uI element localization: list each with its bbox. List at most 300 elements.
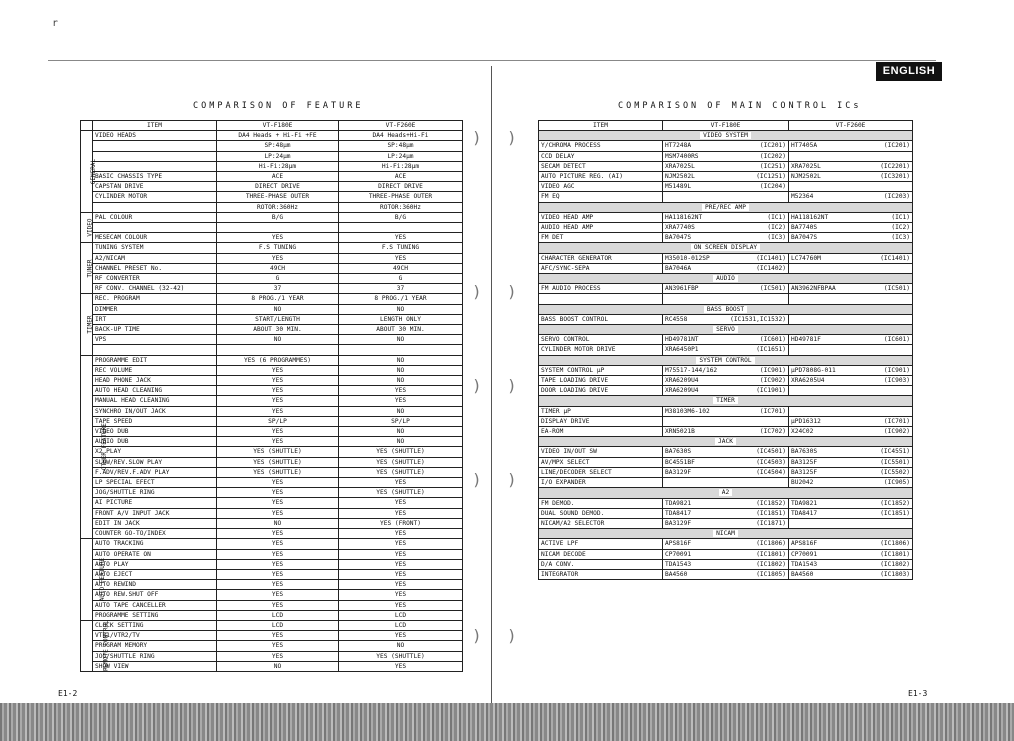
model-b-cell	[339, 345, 463, 355]
item-cell: FM DET	[539, 233, 663, 243]
model-a-cell: Hi-Fi:28μm	[217, 161, 339, 171]
item-cell: AUTO PLAY	[93, 559, 217, 569]
section-title: BASS BOOST	[704, 306, 747, 313]
model-b-ref: (IC2)	[849, 223, 913, 233]
model-a-ref: (IC1852)	[725, 498, 789, 508]
model-b-ic	[789, 518, 849, 528]
model-a-cell: LCD	[217, 610, 339, 620]
model-a-cell	[217, 223, 339, 233]
item-cell: A2/NICAM	[93, 253, 217, 263]
right-page-number: E1-3	[908, 689, 928, 698]
model-a-ref: (IC1901)	[725, 386, 789, 396]
model-a-cell: YES	[217, 569, 339, 579]
table-row	[539, 263, 913, 273]
model-a-ref: (IC701)	[725, 406, 789, 416]
item-cell: DUAL SOUND DEMOD.	[539, 508, 663, 518]
model-a-cell: NO	[217, 661, 339, 671]
item-cell: AUTO HEAD CLEANING	[93, 386, 217, 396]
section-row	[539, 488, 913, 498]
model-b-ic: AN3962NFBPAA	[789, 284, 849, 294]
item-cell: AUTO OPERATE ON	[93, 549, 217, 559]
item-cell: FM EQ	[539, 192, 663, 202]
item-cell: VIDEO HEAD AMP	[539, 212, 663, 222]
model-b-ref: (IC905)	[849, 478, 913, 488]
table-row	[81, 386, 463, 396]
model-b-cell: YES	[339, 478, 463, 488]
model-a-ic: MSM7400RS	[663, 151, 725, 161]
model-a-ic: TDA1543	[663, 559, 725, 569]
item-cell: X2 PLAY	[93, 447, 217, 457]
item-cell: TUNING SYSTEM	[93, 243, 217, 253]
table-row	[81, 131, 463, 141]
table-row	[539, 549, 913, 559]
model-b-ref: (IC1851)	[849, 508, 913, 518]
model-b-cell: YES	[339, 600, 463, 610]
model-b-ic	[789, 345, 849, 355]
table-row	[81, 141, 463, 151]
model-a-cell: YES	[217, 498, 339, 508]
table-row	[539, 365, 913, 375]
item-cell: RF CONVERTER	[93, 274, 217, 284]
feature-comparison-table	[80, 120, 463, 672]
item-cell: AI PICTURE	[93, 498, 217, 508]
model-b-cell: LENGTH ONLY	[339, 314, 463, 324]
model-b-ic: CP70091	[789, 549, 849, 559]
table-row	[81, 376, 463, 386]
model-a-ref: (IC902)	[725, 376, 789, 386]
table-row	[81, 406, 463, 416]
model-b-ic: BU2042	[789, 478, 849, 488]
table-row	[81, 651, 463, 661]
model-b-ic: μPD7808G-011	[789, 365, 849, 375]
item-cell: BACK-UP TIME	[93, 325, 217, 335]
section-cell	[539, 304, 913, 314]
section-row	[539, 355, 913, 365]
model-a-cell: F.S TUNING	[217, 243, 339, 253]
section-cell	[539, 437, 913, 447]
model-a-ref: (IC1871)	[725, 518, 789, 528]
item-cell: AFC/SYNC-SEPA	[539, 263, 663, 273]
section-row	[539, 437, 913, 447]
model-b-ref: (IC1802)	[849, 559, 913, 569]
table-row	[81, 284, 463, 294]
model-a-ref: (IC1402)	[725, 263, 789, 273]
item-cell: PROGRAMME SETTING	[93, 610, 217, 620]
model-b-cell: G	[339, 274, 463, 284]
model-b-ic: M52364	[789, 192, 849, 202]
section-cell	[539, 355, 913, 365]
item-cell: AUTO PICTURE REG. (AI)	[539, 172, 663, 182]
item-cell: Y/CHROMA PROCESS	[539, 141, 663, 151]
item-cell: EA-ROM	[539, 427, 663, 437]
model-a-ic	[663, 478, 725, 488]
model-b-cell: 8 PROG./1 YEAR	[339, 294, 463, 304]
header-model-b: VT-F260E	[339, 121, 463, 131]
model-b-cell: NO	[339, 427, 463, 437]
model-b-ref: (IC901)	[849, 365, 913, 375]
binder-hole-icon: )	[472, 282, 482, 301]
table-row	[539, 161, 913, 171]
model-a-cell: ACE	[217, 172, 339, 182]
model-a-cell: SP:48μm	[217, 141, 339, 151]
model-b-ref: (IC601)	[849, 335, 913, 345]
model-b-ic	[789, 406, 849, 416]
section-row	[539, 529, 913, 539]
table-row	[539, 467, 913, 477]
model-a-ic: M35010-012SP	[663, 253, 725, 263]
model-a-ref: (IC1)	[725, 212, 789, 222]
table-row	[539, 335, 913, 345]
model-b-cell: F.S TUNING	[339, 243, 463, 253]
item-cell: I/O EXPANDER	[539, 478, 663, 488]
section-cell	[539, 325, 913, 335]
table-row	[81, 304, 463, 314]
model-b-cell: THREE-PHASE OUTER	[339, 192, 463, 202]
item-cell: JOG/SHUTTLE RING	[93, 651, 217, 661]
model-a-ic: XRA6209U4	[663, 386, 725, 396]
binder-hole-icon: )	[507, 470, 517, 489]
model-b-ref	[849, 294, 913, 304]
model-b-cell: DIRECT DRIVE	[339, 182, 463, 192]
table-row	[81, 478, 463, 488]
model-b-ic: BA7047S	[789, 233, 849, 243]
group-label-text: TIMER	[86, 315, 94, 334]
model-a-ic: HD49781NT	[663, 335, 725, 345]
model-b-cell: YES	[339, 233, 463, 243]
model-a-ref: (IC501)	[725, 284, 789, 294]
table-row	[81, 182, 463, 192]
group-label	[81, 294, 93, 355]
model-a-cell: NO	[217, 518, 339, 528]
item-cell: BASIC CHASSIS TYPE	[93, 172, 217, 182]
model-b-ic: HT7405A	[789, 141, 849, 151]
model-a-cell: 49CH	[217, 263, 339, 273]
model-b-ic: BA7740S	[789, 223, 849, 233]
table-row	[539, 559, 913, 569]
item-cell: NICAM/A2 SELECTOR	[539, 518, 663, 528]
model-a-ref: (IC201)	[725, 141, 789, 151]
item-cell: AV/MPX SELECT	[539, 457, 663, 467]
section-title: VIDEO SYSTEM	[700, 132, 751, 139]
item-cell: BASS BOOST CONTROL	[539, 314, 663, 324]
group-label	[81, 212, 93, 243]
item-cell: AUDIO HEAD AMP	[539, 223, 663, 233]
model-b-ic: HA118162NT	[789, 212, 849, 222]
model-b-ic: LC74760M	[789, 253, 849, 263]
binder-hole-icon: )	[507, 376, 517, 395]
model-b-cell: YES	[339, 631, 463, 641]
model-b-ic: BA3125F	[789, 457, 849, 467]
model-a-ic: BA3129F	[663, 467, 725, 477]
model-a-ic: XRA6209U4	[663, 376, 725, 386]
section-row	[539, 396, 913, 406]
section-title: JACK	[715, 438, 736, 445]
table-row	[81, 263, 463, 273]
item-cell: INTEGRATOR	[539, 569, 663, 579]
model-a-cell: ABOUT 30 MIN.	[217, 325, 339, 335]
item-cell: SHOW VIEW	[93, 661, 217, 671]
item-cell: REC VOLUME	[93, 365, 217, 375]
item-cell: SLOW/REV.SLOW PLAY	[93, 457, 217, 467]
table-row	[539, 386, 913, 396]
model-b-ref	[849, 386, 913, 396]
item-cell: FM AUDIO PROCESS	[539, 284, 663, 294]
model-a-ref: (IC2)	[725, 223, 789, 233]
group-label-text: VIDEO	[86, 218, 94, 237]
section-cell	[539, 396, 913, 406]
item-cell: AUTO TRACKING	[93, 539, 217, 549]
model-b-ref: (IC1401)	[849, 253, 913, 263]
model-a-ref: (IC1802)	[725, 559, 789, 569]
model-b-cell: B/G	[339, 212, 463, 222]
model-b-cell: YES	[339, 559, 463, 569]
model-a-cell: YES	[217, 396, 339, 406]
item-cell: COUNTER GO-TO/INDEX	[93, 529, 217, 539]
model-b-ref: (IC1801)	[849, 549, 913, 559]
table-row	[81, 314, 463, 324]
table-row	[81, 253, 463, 263]
header-model-b: VT-F260E	[789, 121, 913, 131]
model-b-ic: TDA1543	[789, 559, 849, 569]
model-b-ic: NJM2502L	[789, 172, 849, 182]
item-cell: SYNCHRO IN/OUT JACK	[93, 406, 217, 416]
table-row	[81, 365, 463, 375]
model-b-ic: μPD16312	[789, 416, 849, 426]
model-a-ref: (IC204)	[725, 182, 789, 192]
model-a-cell: START/LENGTH	[217, 314, 339, 324]
section-title: SERVO	[713, 326, 738, 333]
table-row	[81, 498, 463, 508]
model-b-ref: (IC1852)	[849, 498, 913, 508]
item-cell: PAL COLOUR	[93, 212, 217, 222]
model-a-ic: M38103M6-102	[663, 406, 725, 416]
model-a-cell: YES	[217, 631, 339, 641]
section-row	[539, 325, 913, 335]
model-b-cell: YES (SHUTTLE)	[339, 651, 463, 661]
table-row	[81, 223, 463, 233]
model-a-cell: YES (SHUTTLE)	[217, 447, 339, 457]
model-b-cell: YES	[339, 508, 463, 518]
model-b-ic: XRA7025L	[789, 161, 849, 171]
model-b-ref: (IC501)	[849, 284, 913, 294]
item-cell: SECAM DETECT	[539, 161, 663, 171]
item-cell	[93, 161, 217, 171]
model-b-ic	[789, 182, 849, 192]
model-a-ic	[663, 192, 725, 202]
model-a-ref: (IC1851)	[725, 508, 789, 518]
table-row	[81, 151, 463, 161]
group-label	[81, 243, 93, 294]
model-b-cell: YES	[339, 498, 463, 508]
model-a-cell: YES	[217, 406, 339, 416]
section-row	[539, 304, 913, 314]
model-a-ref: (IC1401)	[725, 253, 789, 263]
item-cell: AUTO REW.SHUT OFF	[93, 590, 217, 600]
model-b-cell: YES	[339, 661, 463, 671]
item-cell: LINE/DECODER SELECT	[539, 467, 663, 477]
page-mark: r	[52, 18, 59, 29]
model-b-cell: YES	[339, 549, 463, 559]
model-a-cell: ROTOR:360Hz	[217, 202, 339, 212]
model-b-ic: HD49781F	[789, 335, 849, 345]
model-b-ic: BA7630S	[789, 447, 849, 457]
section-cell	[539, 488, 913, 498]
table-row	[539, 427, 913, 437]
model-a-cell: LP:24μm	[217, 151, 339, 161]
model-b-cell: NO	[339, 355, 463, 365]
item-cell: CHANNEL PRESET No.	[93, 263, 217, 273]
item-cell: IRT	[93, 314, 217, 324]
section-cell	[539, 131, 913, 141]
section-title: PRE/REC AMP	[702, 204, 749, 211]
model-b-cell: LCD	[339, 620, 463, 630]
table-row	[539, 478, 913, 488]
model-a-ic	[663, 294, 725, 304]
model-b-cell: 37	[339, 284, 463, 294]
section-title: AUDIO	[713, 275, 738, 282]
model-a-ic: NJM2502L	[663, 172, 725, 182]
table-row	[539, 314, 913, 324]
model-b-cell: YES	[339, 396, 463, 406]
model-b-ref: (IC3)	[849, 233, 913, 243]
header-item: ITEM	[93, 121, 217, 131]
table-row	[539, 182, 913, 192]
model-b-ref: (IC3201)	[849, 172, 913, 182]
item-cell: TAPE SPEED	[93, 416, 217, 426]
binder-hole-icon: )	[472, 376, 482, 395]
header-item: ITEM	[539, 121, 663, 131]
table-row	[81, 274, 463, 284]
table-row	[81, 559, 463, 569]
model-b-ref	[849, 345, 913, 355]
model-b-cell: DA4 Heads+Hi-Fi	[339, 131, 463, 141]
model-a-ic: BA4560	[663, 569, 725, 579]
model-a-ref: (IC1251)	[725, 172, 789, 182]
model-b-cell: NO	[339, 406, 463, 416]
table-row	[81, 529, 463, 539]
section-cell	[539, 243, 913, 253]
item-cell: PROGRAMME EDIT	[93, 355, 217, 365]
section-title: TIMER	[713, 397, 738, 404]
model-a-cell: NO	[217, 304, 339, 314]
table-row	[539, 233, 913, 243]
model-b-ref: (IC5502)	[849, 467, 913, 477]
model-a-cell: YES	[217, 386, 339, 396]
item-cell: HEAD PHONE JACK	[93, 376, 217, 386]
section-row	[539, 274, 913, 284]
model-a-cell: 8 PROG./1 YEAR	[217, 294, 339, 304]
item-cell	[93, 202, 217, 212]
item-cell: CLOCK SETTING	[93, 620, 217, 630]
model-a-cell: B/G	[217, 212, 339, 222]
header-row	[539, 121, 913, 131]
binder-hole-icon: )	[472, 626, 482, 645]
model-b-ref: (IC201)	[849, 141, 913, 151]
model-a-cell: DA4 Heads + Hi-Fi +FE	[217, 131, 339, 141]
top-rule	[48, 60, 936, 61]
model-a-ref: (IC1805)	[725, 569, 789, 579]
model-b-cell: NO	[339, 437, 463, 447]
item-cell	[93, 141, 217, 151]
ic-comparison-table	[538, 120, 913, 580]
table-row	[81, 437, 463, 447]
right-title: COMPARISON OF MAIN CONTROL ICs	[618, 101, 862, 111]
item-cell	[539, 294, 663, 304]
model-a-ic: XRA6450P1	[663, 345, 725, 355]
item-cell: CYLINDER MOTOR DRIVE	[539, 345, 663, 355]
model-a-ref: (IC202)	[725, 151, 789, 161]
table-row	[81, 600, 463, 610]
item-cell: MESECAM COLOUR	[93, 233, 217, 243]
model-a-ref: (IC1531,IC1532)	[725, 314, 789, 324]
table-row	[81, 610, 463, 620]
table-row	[539, 406, 913, 416]
model-b-cell: YES	[339, 569, 463, 579]
item-cell: DISPLAY DRIVE	[539, 416, 663, 426]
model-a-cell: YES	[217, 549, 339, 559]
binder-hole-icon: )	[472, 470, 482, 489]
table-row	[81, 416, 463, 426]
item-cell: LP SPECIAL EFECT	[93, 478, 217, 488]
model-a-ref: (IC1651)	[725, 345, 789, 355]
table-row	[81, 457, 463, 467]
model-a-cell: YES	[217, 529, 339, 539]
model-a-ref	[725, 192, 789, 202]
model-a-ic: M75517-144/162	[663, 365, 725, 375]
model-b-cell: YES (SHUTTLE)	[339, 447, 463, 457]
model-b-ref: (IC1806)	[849, 539, 913, 549]
model-b-cell: NO	[339, 304, 463, 314]
model-a-ic: XRA7025L	[663, 161, 725, 171]
model-a-cell: YES	[217, 600, 339, 610]
section-row	[539, 202, 913, 212]
model-a-ic	[663, 416, 725, 426]
model-a-ic: BA7047S	[663, 233, 725, 243]
table-row	[81, 233, 463, 243]
model-b-ic: APS816F	[789, 539, 849, 549]
item-cell: REC. PROGRAM	[93, 294, 217, 304]
table-row	[81, 631, 463, 641]
model-b-cell: 49CH	[339, 263, 463, 273]
item-cell: D/A CONV.	[539, 559, 663, 569]
model-b-ic: BA4560	[789, 569, 849, 579]
group-label	[81, 131, 98, 213]
table-row	[539, 457, 913, 467]
binder-hole-icon: )	[507, 626, 517, 645]
table-row	[81, 641, 463, 651]
model-b-ic	[789, 314, 849, 324]
table-row	[81, 661, 463, 671]
item-cell: CYLINDER MOTOR	[93, 192, 217, 202]
table-row	[81, 202, 463, 212]
model-a-ic: BA7630S	[663, 447, 725, 457]
model-a-ic: HA118162NT	[663, 212, 725, 222]
model-a-cell: YES	[217, 253, 339, 263]
table-row	[539, 212, 913, 222]
item-cell: SERVO CONTROL	[539, 335, 663, 345]
model-a-cell: YES	[217, 437, 339, 447]
model-a-ic: BC4551BF	[663, 457, 725, 467]
model-b-cell: YES	[339, 590, 463, 600]
model-b-ic: TDA8417	[789, 508, 849, 518]
model-b-ref: (IC701)	[849, 416, 913, 426]
table-row	[81, 508, 463, 518]
model-a-cell: DIRECT DRIVE	[217, 182, 339, 192]
item-cell: DOOR LOADING DRIVE	[539, 386, 663, 396]
item-cell: MANUAL HEAD CLEANING	[93, 396, 217, 406]
model-b-cell: SP/LP	[339, 416, 463, 426]
model-b-ic	[789, 151, 849, 161]
